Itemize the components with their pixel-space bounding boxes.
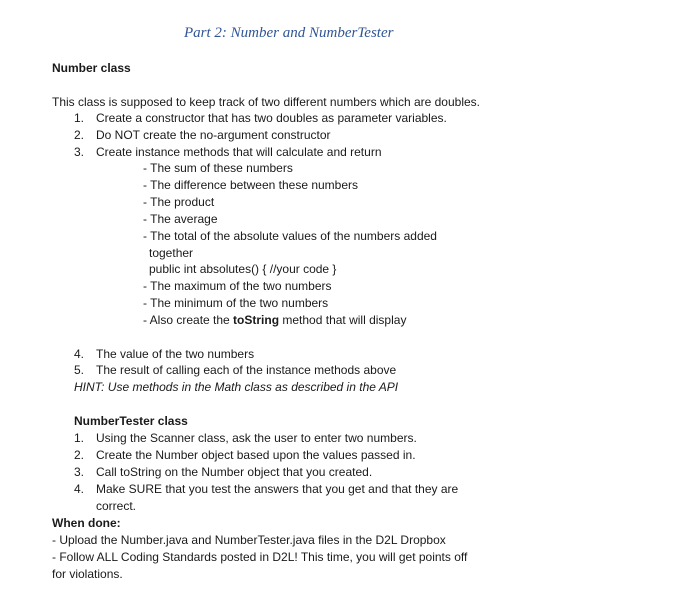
tester-class-heading: NumberTester class bbox=[74, 414, 188, 428]
list-item bbox=[74, 346, 254, 362]
when-done-line-1: - Upload the Number.java and NumberTester.java files in the D2L Dropbox bbox=[52, 533, 446, 547]
list-item bbox=[74, 110, 447, 126]
list-text: The result of calling each of the instance methods above bbox=[96, 363, 397, 377]
list-number: 4. bbox=[74, 347, 85, 361]
list-text: Using the Scanner class, ask the user to enter two numbers. bbox=[96, 431, 417, 445]
list-item bbox=[74, 447, 416, 463]
number-class-intro: This class is supposed to keep track of two different numbers which are doubles. bbox=[52, 95, 480, 109]
list-text: Create a constructor that has two doubles as parameter variables. bbox=[96, 111, 447, 125]
list-item bbox=[74, 144, 382, 160]
tostring-suffix: method that will display bbox=[279, 313, 407, 327]
method-item-minimum: - The minimum of the two numbers bbox=[143, 296, 329, 310]
method-item-continuation: together bbox=[149, 246, 194, 260]
list-number: 1. bbox=[74, 431, 85, 445]
method-item-tostring bbox=[143, 312, 406, 328]
list-item bbox=[74, 464, 372, 480]
list-text: Create instance methods that will calculate and return bbox=[96, 145, 382, 159]
list-text: Call toString on the Number object that you created. bbox=[96, 465, 373, 479]
list-number: 2. bbox=[74, 128, 85, 142]
number-class-heading: Number class bbox=[52, 61, 131, 75]
list-item bbox=[74, 430, 417, 446]
method-item-product: - The product bbox=[143, 195, 215, 209]
when-done-heading: When done: bbox=[52, 516, 121, 530]
method-item-maximum: - The maximum of the two numbers bbox=[143, 279, 332, 293]
list-number: 1. bbox=[74, 111, 85, 125]
list-item bbox=[74, 127, 331, 143]
hint-text: HINT: Use methods in the Math class as described in the API bbox=[74, 380, 399, 394]
list-text: Create the Number object based upon the values passed in. bbox=[96, 448, 416, 462]
list-item bbox=[74, 481, 458, 497]
list-text: Make SURE that you test the answers that you get and that they are bbox=[96, 482, 459, 496]
code-snippet: public int absolutes() { //your code } bbox=[149, 262, 337, 276]
method-item-difference: - The difference between these numbers bbox=[143, 178, 359, 192]
when-done-line-3: for violations. bbox=[52, 567, 123, 581]
list-number: 3. bbox=[74, 145, 85, 159]
list-number: 2. bbox=[74, 448, 85, 462]
list-number: 4. bbox=[74, 482, 85, 496]
list-number: 3. bbox=[74, 465, 85, 479]
page-title: Part 2: Number and NumberTester bbox=[184, 25, 394, 41]
when-done-line-2: - Follow ALL Coding Standards posted in D2L! This time, you will get points off bbox=[52, 550, 468, 564]
list-text: Do NOT create the no-argument constructor bbox=[96, 128, 331, 142]
list-item-continuation: correct. bbox=[96, 499, 137, 513]
method-item-absolute-total: - The total of the absolute values of the numbers added bbox=[143, 229, 437, 243]
list-text: The value of the two numbers bbox=[96, 347, 255, 361]
list-item bbox=[74, 362, 396, 378]
tostring-prefix: - Also create the bbox=[143, 313, 234, 327]
method-item-average: - The average bbox=[143, 212, 218, 226]
tostring-bold: toString bbox=[233, 313, 280, 327]
method-item-sum: - The sum of these numbers bbox=[143, 161, 293, 175]
list-number: 5. bbox=[74, 363, 85, 377]
